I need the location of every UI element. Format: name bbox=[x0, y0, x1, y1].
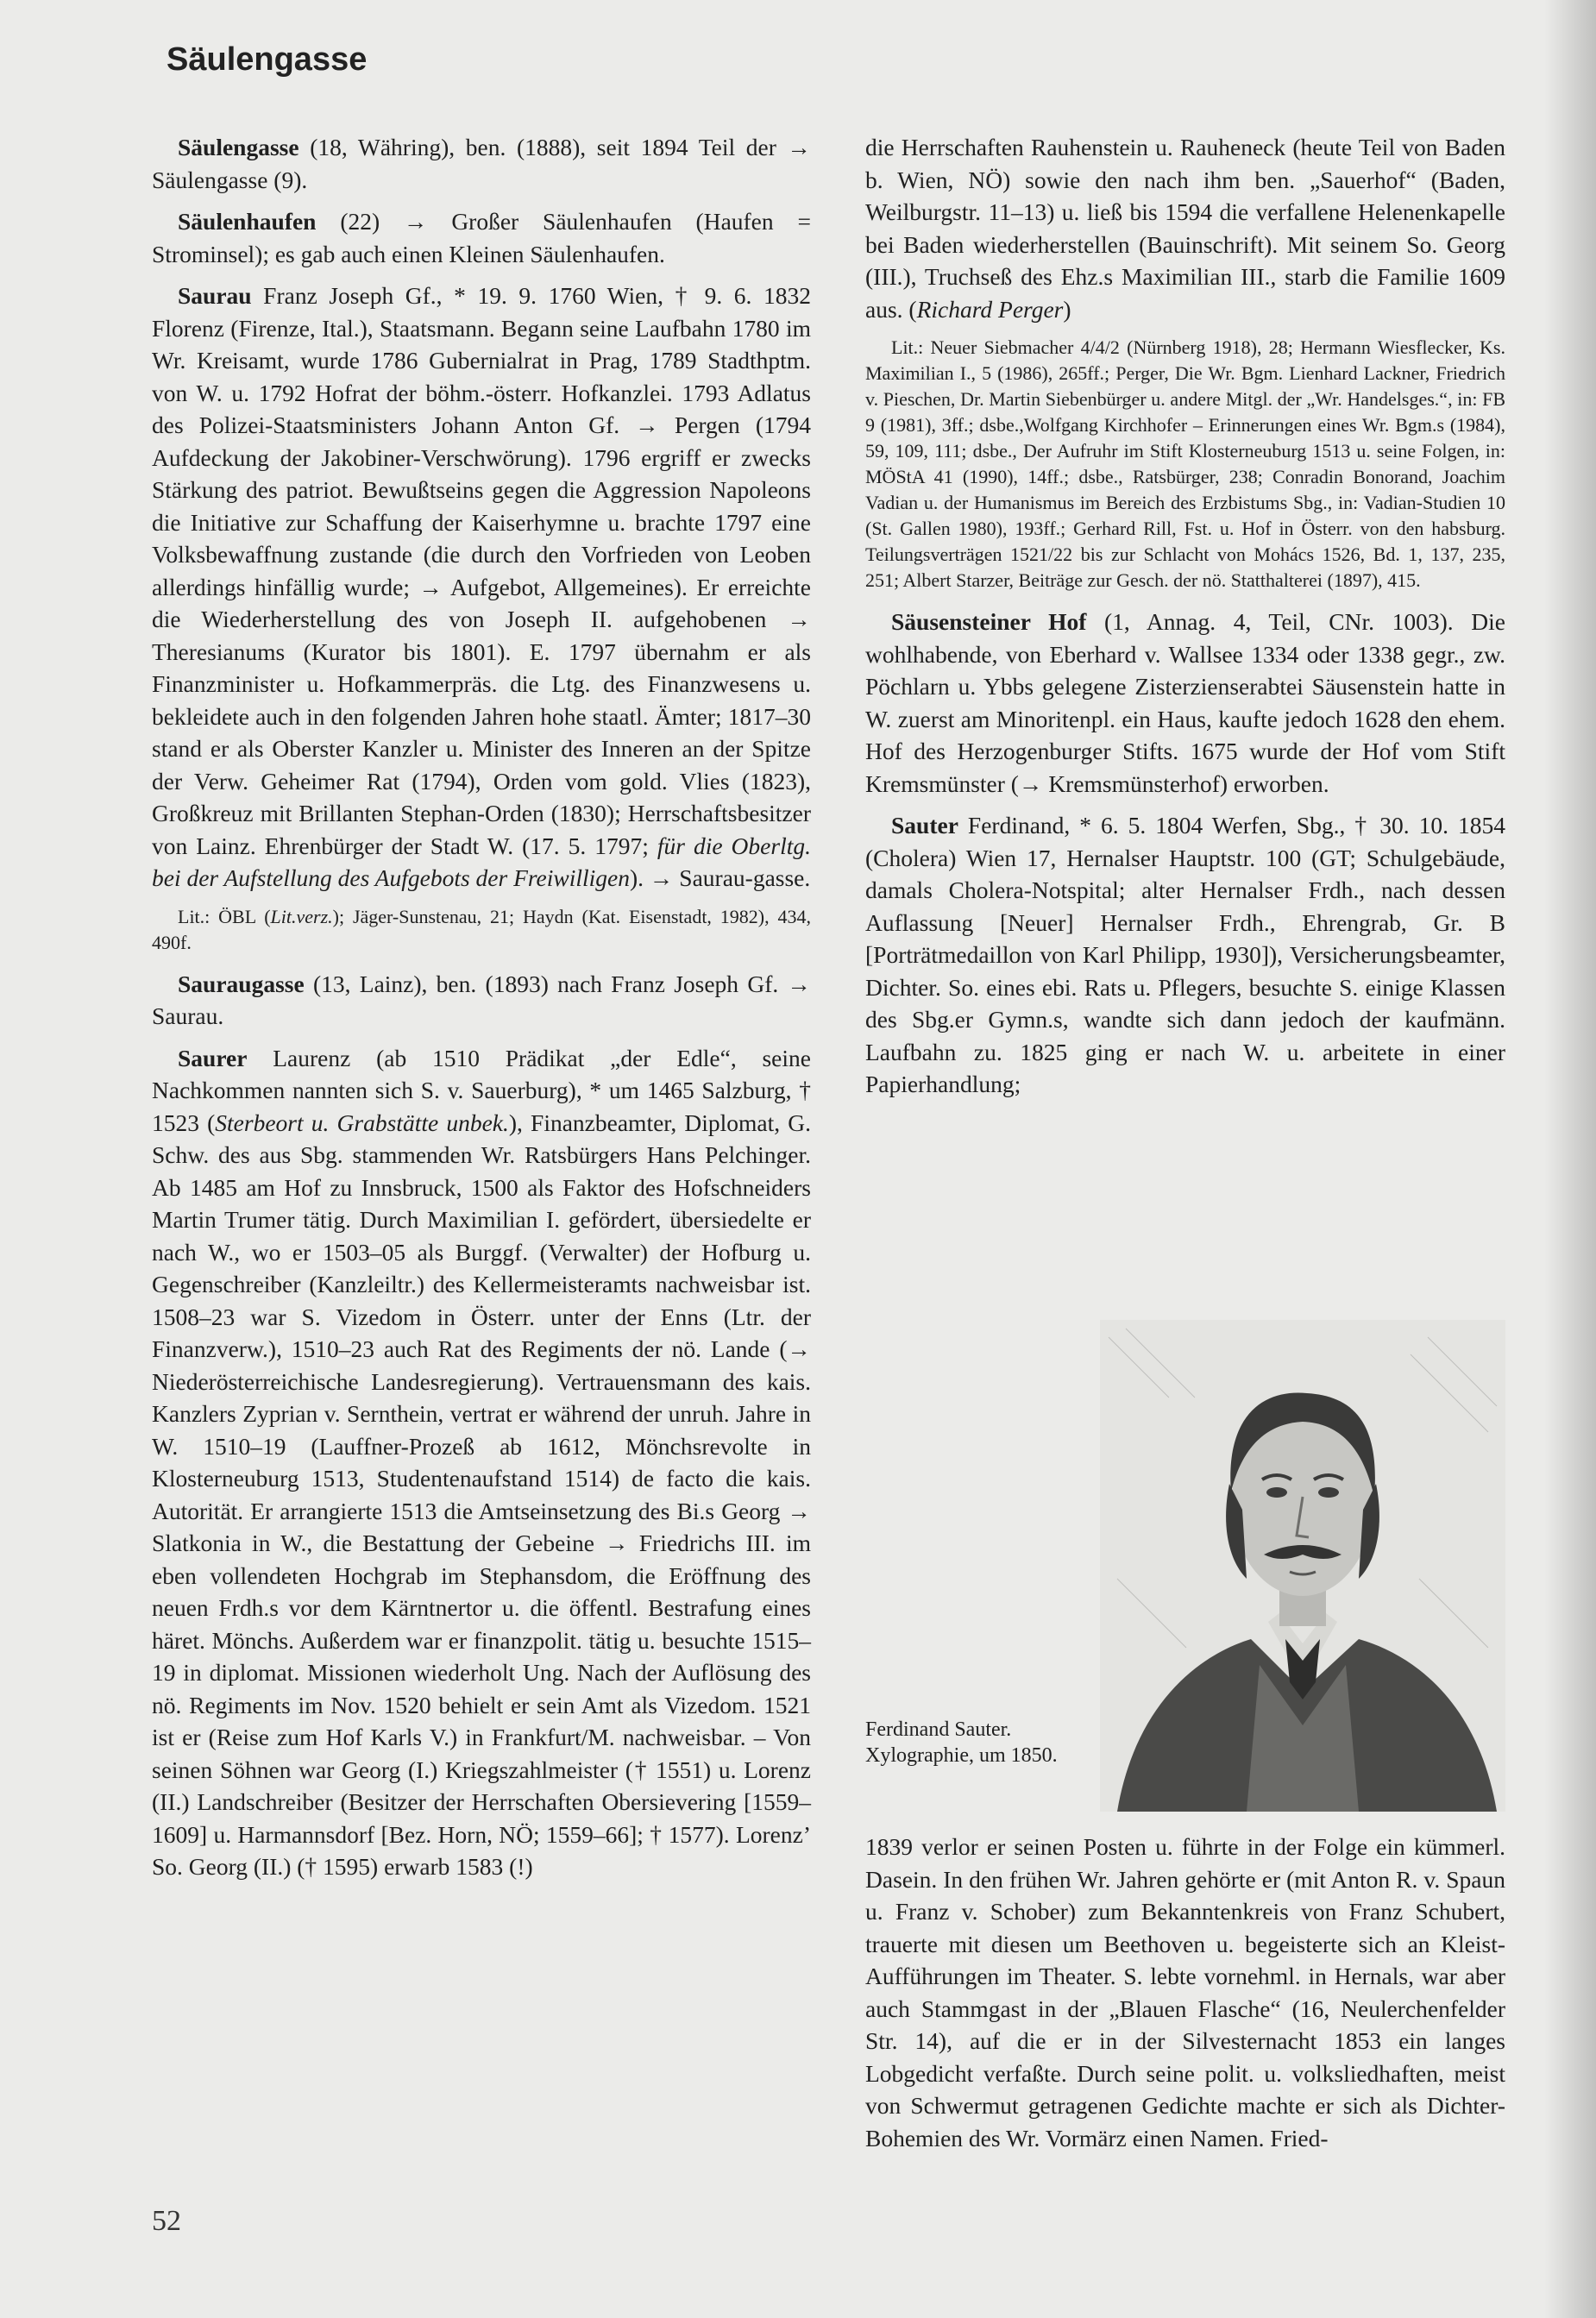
entry-headword: Saurau bbox=[178, 282, 252, 309]
entry-saurau bbox=[152, 280, 811, 895]
lit-text: Lit.: ÖBL ( bbox=[178, 905, 271, 927]
entry-saeulenhaufen bbox=[152, 205, 811, 270]
entry-headword: Säusensteiner Hof bbox=[891, 608, 1087, 635]
entry-text: Laurenz (ab 1510 Prädikat „der Edle“, seine Nachkommen nannten sich S. v. Sauerburg), * um 1465 Salzburg, † 1523 ( bbox=[152, 1044, 811, 1136]
literature-saurer bbox=[865, 335, 1505, 594]
entry-saurer bbox=[152, 1042, 811, 1883]
entry-headword: Sauter bbox=[891, 812, 958, 839]
portrait-image bbox=[1100, 1320, 1505, 1812]
running-head: Säulengasse bbox=[167, 41, 368, 78]
entry-text: ), Finanzbeamter, Diplomat, G. Schw. des aus Sbg. stammenden Wr. Ratsbürgers Hans Pelchinger. Ab 1485 am Hof zu Innsbruck, 1500 als Faktor des Hofschneiders Martin Trumer tätig. Durch Maximilian I. gefördert, übersiedelte er nach W., wo er 1503–05 als Burggf. (Verwalter) der Hofburg u. Gegenschreiber (Kanzleiltr.) des Kellermeisteramts nachweisbar ist. 1508–23 war S. Vizedom in Österr. unter der Enns (Ltr. der Finanzverw.), 1510–23 auch Rat des Regiments der nö. Lande (→ Niederösterreichische Landesregierung). Vertrauensmann des kais. Kanzlers Zyprian v. Sernthein, vertrat er während der unruh. Jahre in W. 1510–19 (Lauffner-Prozeß ab 1612, Mönchsrevolte in Klosterneuburg 1513, Studentenaufstand 1514) de facto die kais. Autorität. Er arrangierte 1513 die Amtseinsetzung des Bi.s Georg → Slatkonia in W., die Bestattung der Gebeine → Friedrichs III. im eben vollendeten Hochgrab im Stephansdom, die Eröffnung des neuen Frdh.s vor dem Kärntnertor u. die öffentl. Bestrafung eines häret. Mönchs. Außerdem war er finanzpolit. tätig u. besuchte 1515–19 in diplomat. Missionen wiederholt Ung. Nach der Auflösung des nö. Regiments im Nov. 1520 behielt er sein Amt als Vizedom. 1521 ist er (Reise zum Hof Karls V.) in Frankfurt/M. nachweisbar. – Von seinen Söhnen war Georg (I.) Kriegszahlmeister († 1551) u. Lorenz (II.) Landschreiber (Besitzer der Herrschaften Obersievering [1559–1609] u. Harmannsdorf [Bez. Horn, NÖ; 1559–66]; † 1577). Lorenz’ So. Georg (II.) († 1595) erwarb 1583 (!) bbox=[152, 1109, 811, 1880]
portrait-figure bbox=[865, 1320, 1505, 1822]
entry-saeusensteiner-hof bbox=[865, 606, 1505, 800]
entry-text: (1, Annag. 4, Teil, CNr. 1003). Die wohlhabende, von Eberhard v. Wallsee 1334 oder 1338 gegr., zw. Pöchlarn u. Ybbs gelegene Zisterzienserabtei Säusenstein hatte in W. zuerst am Minoritenpl. ein Haus, kaufte jedoch 1628 den ehem. Hof des Herzogenburger Stifts. 1675 wurde der Hof vom Stift Kremsmünster (→ Kremsmünsterhof) erworben. bbox=[865, 608, 1505, 797]
entry-text: (22) → Großer Säulenhaufen (Haufen = Strominsel); es gab auch einen Kleinen Säulenhaufen. bbox=[152, 208, 811, 267]
right-column-top bbox=[865, 131, 1505, 1110]
book-gutter-shadow bbox=[1544, 0, 1596, 2318]
entry-headword: Saurer bbox=[178, 1044, 248, 1071]
lit-italic-text: Lit.verz. bbox=[270, 905, 333, 927]
entry-sauter-continued bbox=[865, 1831, 1505, 2154]
page-number: 52 bbox=[152, 2205, 181, 2237]
entry-italic-text: Sterbeort u. Grabstätte unbek. bbox=[215, 1109, 509, 1136]
entry-text: ) bbox=[1063, 295, 1071, 323]
entry-text: (18, Währing), ben. (1888), seit 1894 Teil der → Säulengasse (9). bbox=[152, 134, 811, 193]
literature-saurau bbox=[152, 904, 811, 956]
author-name: Richard Perger bbox=[916, 295, 1064, 323]
figure-caption: Ferdinand Sauter. Xylographie, um 1850. bbox=[865, 1718, 1058, 1767]
entry-headword: Säulengasse bbox=[178, 134, 299, 160]
left-column bbox=[152, 131, 811, 1893]
entry-italic-text: für die Oberltg. bei der Aufstellung des Aufgebots der Freiwilligen bbox=[152, 832, 811, 891]
portrait-engraving-icon bbox=[1100, 1320, 1505, 1812]
entry-sauter bbox=[865, 809, 1505, 1101]
right-column-bottom bbox=[865, 1831, 1505, 2164]
entry-text: ). → Saurau-gasse. bbox=[630, 864, 811, 891]
lit-text: Lit.: Neuer Siebmacher 4/4/2 (Nürnberg 1918), 28; Hermann Wiesflecker, Ks. Maximilian I., 5 (1986), 265ff.; Perger, Die Wr. Bgm. Lienhard Lackner, Friedrich v. Pieschen, Dr. Martin Siebenbürger u. andere Mitgl. der „Wr. Handelsges.“, in: FB 9 (1981), 3ff.; dsbe.,Wolfgang Kirchhofer – Erinnerungen eines Wr. Bgm.s (1984), 59, 109, 111; dsbe., Der Aufruhr im Stift Klosterneuburg 1513 u. seine Folgen, in: MÖStA 41 (1990), 14ff.; dsbe., Ratsbürger, 238; Conradin Bonorand, Joachim Vadian u. der Humanismus im Bereich des Erzbistums Sbg., in: Vadian-Studien 10 (St. Gallen 1980), 193ff.; Gerhard Rill, Fst. u. Hof in Österr. von den habsburg. Teilungsverträgen 1521/22 bis zur Schlacht von Mohács 1526, Bd. 1, 137, 235, 251; Albert Starzer, Beiträge zur Gesch. der nö. Statthalterei (1897), 415. bbox=[865, 336, 1505, 591]
entry-text: 1839 verlor er seinen Posten u. führte in der Folge ein kümmerl. Dasein. In den frühen Wr. Jahren gehörte er (mit Anton R. v. Spaun u. Franz v. Schober) zum Bekanntenkreis von Franz Schubert, trauerte mit diesen um Beethoven u. begeisterte sich an Kleist-Aufführungen im Theater. S. lebte vornehml. in Hernals, war aber auch Stammgast in der „Blauen Flasche“ (16, Neulerchenfelder Str. 14), auf die er in der Silvesternacht 1853 ein langes Lobgedicht verfaßte. Durch seine polit. u. volksliedhaften, meist von Schwermut getragenen Gedichte machte er sich als Dichter-Bohemien des Wr. Vormärz einen Namen. Fried- bbox=[865, 1833, 1505, 2152]
lit-text: ); Jäger-Sunstenau, 21; Haydn (Kat. Eisenstadt, 1982), 434, 490f. bbox=[152, 905, 811, 953]
entry-saurer-continued bbox=[865, 131, 1505, 325]
entry-text: Franz Joseph Gf., * 19. 9. 1760 Wien, † 9. 6. 1832 Florenz (Firenze, Ital.), Staatsmann. Begann seine Laufbahn 1780 im Wr. Kreisamt, wurde 1786 Gubernialrat in Prag, 1789 Stadthptm. von W. u. 1792 Hofrat der böhm.-österr. Hofkanzlei. 1793 Adlatus des Polizei-Staatsministers Johann Anton Gf. → Pergen (1794 Aufdeckung der Jakobiner-Verschwörung). 1796 ergriff er zwecks Stärkung des patriot. Bewußtseins gegen die Aggression Napoleons die Initiative zur Schaffung der Kaiserhymne u. brachte 1797 eine Volksbewaffnung zustande (die durch den Vorfrieden von Leoben allerdings hinfällig wurde; → Aufgebot, Allgemeines). Er erreichte die Wiederherstellung des von Joseph II. aufgehobenen → Theresianums (Kurator bis 1801). E. 1797 übernahm er als Finanzminister u. Hofkammerpräs. die Ltg. des Finanzwesens u. bekleidete auch in den folgenden Jahren hohe staatl. Ämter; 1817–30 stand er als Oberster Kanzler u. Minister des Inneren an der Spitze der Verw. Geheimer Rat (1794), Orden vom gold. Vlies (1823), Großkreuz mit Brillanten Stephan-Orden (1830); Herrschaftsbesitzer von Lainz. Ehrenbürger der Stadt W. (17. 5. 1797; bbox=[152, 282, 811, 859]
entry-headword: Sauraugasse bbox=[178, 970, 305, 997]
entry-headword: Säulenhaufen bbox=[178, 208, 317, 235]
entry-text: die Herrschaften Rauhenstein u. Rauheneck (heute Teil von Baden b. Wien, NÖ) sowie den nach ihm ben. „Sauerhof“ (Baden, Weilburgstr. 11–13) u. ließ bis 1594 die verfallene Helenenkapelle bei Baden wiederherstellen (Bauinschrift). Mit seinem So. Georg (III.), Truchseß des Ehz.s Maximilian III., starb die Familie 1609 aus. ( bbox=[865, 134, 1505, 323]
entry-text: (13, Lainz), ben. (1893) nach Franz Joseph Gf. → Saurau. bbox=[152, 970, 811, 1029]
entry-saeulengasse bbox=[152, 131, 811, 196]
entry-text: Ferdinand, * 6. 5. 1804 Werfen, Sbg., † 30. 10. 1854 (Cholera) Wien 17, Hernalser Hauptstr. 100 (GT; Schulgebäude, damals Cholera-Notspital; alter Hernalser Frdh., nach dessen Auflassung [Neuer] Hernalser Frdh., Ehrengrab, Gr. B [Porträtmedaillon von Karl Philipp, 1930]), Versicherungsbeamter, Dichter. So. eines ebi. Rats u. Pflegers, besuchte S. einige Klassen des Sbg.er Gymn.s, wandte sich dann jedoch der kaufmänn. Laufbahn zu. 1825 ging er nach W. u. arbeitete in einer Papierhandlung; bbox=[865, 812, 1505, 1097]
entry-sauraugasse bbox=[152, 968, 811, 1033]
